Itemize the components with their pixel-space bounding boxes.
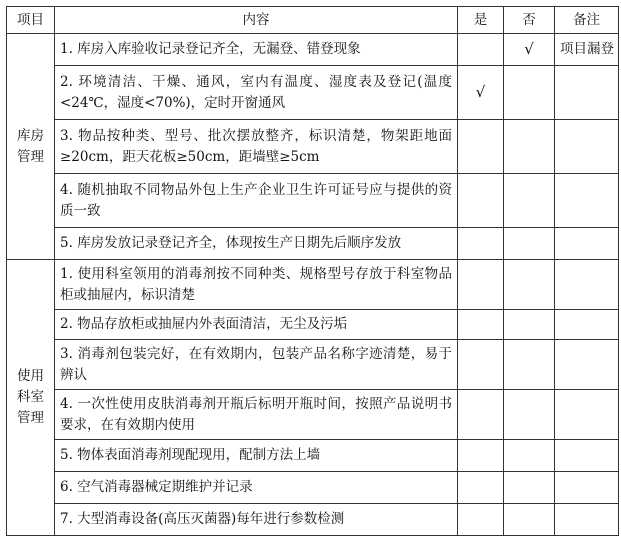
row-note (555, 340, 619, 390)
no-check (504, 472, 555, 504)
row-note (555, 504, 619, 536)
yes-check (458, 472, 504, 504)
header-item: 项目 (7, 7, 55, 34)
yes-check: √ (458, 66, 504, 120)
yes-check (458, 390, 504, 440)
row-note (555, 66, 619, 120)
row-note (555, 390, 619, 440)
row-note (555, 174, 619, 228)
no-check (504, 390, 555, 440)
row-content: 6. 空气消毒器械定期维护并记录 (55, 472, 458, 504)
yes-check (458, 120, 504, 174)
yes-check (458, 504, 504, 536)
group-label-department: 使用科室管理 (7, 260, 55, 536)
row-content: 5. 物体表面消毒剂现配现用，配制方法上墙 (55, 440, 458, 472)
header-row (7, 7, 619, 34)
header-yes: 是 (458, 7, 504, 34)
row-content: 2. 环境清洁、干燥、通风，室内有温度、湿度表及登记(温度<24℃，湿度<70%)，定时开窗通风 (55, 66, 458, 120)
row-content: 4. 随机抽取不同物品外包上生产企业卫生许可证号应与提供的资质一致 (55, 174, 458, 228)
table-row (7, 120, 619, 174)
row-content: 5. 库房发放记录登记齐全，体现按生产日期先后顺序发放 (55, 228, 458, 260)
yes-check (458, 310, 504, 340)
no-check (504, 260, 555, 310)
yes-check (458, 34, 504, 66)
row-note (555, 440, 619, 472)
table-row (7, 66, 619, 120)
no-check (504, 228, 555, 260)
no-check (504, 440, 555, 472)
no-check: √ (504, 34, 555, 66)
row-content: 1. 使用科室领用的消毒剂按不同种类、规格型号存放于科室物品柜或抽屉内，标识清楚 (55, 260, 458, 310)
table-row (7, 472, 619, 504)
row-note (555, 472, 619, 504)
row-content: 3. 物品按种类、型号、批次摆放整齐，标识清楚，物架距地面≥20cm，距天花板≥50cm，距墙壁≥5cm (55, 120, 458, 174)
no-check (504, 310, 555, 340)
no-check (504, 66, 555, 120)
row-note (555, 120, 619, 174)
no-check (504, 340, 555, 390)
row-content: 4. 一次性使用皮肤消毒剂开瓶后标明开瓶时间，按照产品说明书要求，在有效期内使用 (55, 390, 458, 440)
no-check (504, 120, 555, 174)
yes-check (458, 440, 504, 472)
table-row (7, 310, 619, 340)
table-row (7, 340, 619, 390)
group-label-storage: 库房管理 (7, 34, 55, 260)
table-row (7, 504, 619, 536)
header-note: 备注 (555, 7, 619, 34)
yes-check (458, 260, 504, 310)
yes-check (458, 340, 504, 390)
no-check (504, 174, 555, 228)
row-note: 项目漏登 (555, 34, 619, 66)
row-content: 2. 物品存放柜或抽屉内外表面清洁，无尘及污垢 (55, 310, 458, 340)
row-content: 7. 大型消毒设备(高压灭菌器)每年进行参数检测 (55, 504, 458, 536)
table-row (7, 174, 619, 228)
inspection-checklist-table (6, 6, 619, 536)
row-content: 1. 库房入库验收记录登记齐全，无漏登、错登现象 (55, 34, 458, 66)
table-row (7, 440, 619, 472)
checklist-container (6, 6, 619, 536)
table-row (7, 34, 619, 66)
table-row (7, 390, 619, 440)
row-content: 3. 消毒剂包装完好，在有效期内，包装产品名称字迹清楚，易于辨认 (55, 340, 458, 390)
row-note (555, 310, 619, 340)
no-check (504, 504, 555, 536)
table-row (7, 260, 619, 310)
yes-check (458, 174, 504, 228)
yes-check (458, 228, 504, 260)
table-row (7, 228, 619, 260)
header-no: 否 (504, 7, 555, 34)
row-note (555, 228, 619, 260)
header-content: 内容 (55, 7, 458, 34)
row-note (555, 260, 619, 310)
